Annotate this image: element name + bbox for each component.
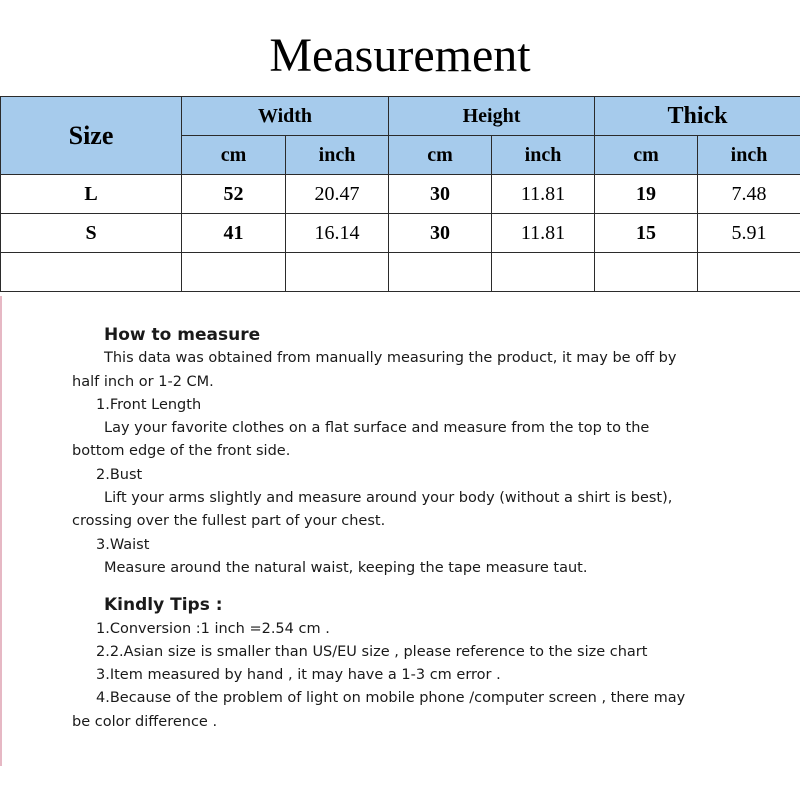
empty-cell [492,253,595,292]
unit-header: cm [182,136,286,175]
value-cell: 7.48 [698,175,800,214]
empty-cell [698,253,800,292]
left-accent-line [0,296,2,766]
value-cell: 11.81 [492,214,595,253]
tip-text: 3.Item measured by hand , it may have a 1-3 cm error . [96,667,501,684]
empty-cell [595,253,698,292]
value-cell: 20.47 [286,175,389,214]
value-cell: 30 [389,214,492,253]
size-cell: L [1,175,182,214]
empty-cell [182,253,286,292]
kindly-tips-heading: Kindly Tips : [104,595,223,616]
empty-cell [389,253,492,292]
unit-header: cm [389,136,492,175]
item-text: Measure around the natural waist, keeping the tape measure taut. [104,559,588,576]
size-cell: S [1,214,182,253]
unit-header: inch [286,136,389,175]
how-to-measure-heading: How to measure [104,325,261,345]
value-cell: 19 [595,175,698,214]
thick-header: Thick [595,97,800,136]
size-header: Size [1,97,182,175]
unit-header: inch [492,136,595,175]
value-cell: 15 [595,214,698,253]
width-header: Width [182,97,389,136]
tip-text: 2.2.Asian size is smaller than US/EU size , please reference to the size chart [96,643,648,660]
value-cell: 16.14 [286,214,389,253]
table-header-row [1,97,800,136]
height-header: Height [389,97,595,136]
item-text: Lift your arms slightly and measure around your body (without a shirt is best), [104,490,673,507]
item-text: Lay your favorite clothes on a flat surface and measure from the top to the [104,420,650,437]
size-chart-table [0,96,800,292]
value-cell: 11.81 [492,175,595,214]
table-row [1,175,800,214]
empty-cell [1,253,182,292]
item-text: bottom edge of the front side. [72,443,291,460]
tip-text: 4.Because of the problem of light on mobile phone /computer screen , there may [96,690,686,707]
unit-header: cm [595,136,698,175]
tip-text: be color difference . [72,713,218,730]
table-row [1,214,800,253]
value-cell: 5.91 [698,214,800,253]
item-title: 3.Waist [96,536,150,553]
value-cell: 41 [182,214,286,253]
intro-text: This data was obtained from manually measuring the product, it may be off by [104,350,677,367]
page-title: Measurement [269,29,531,82]
item-text: crossing over the fullest part of your chest. [72,513,386,530]
table-row-empty [1,253,800,292]
intro-text: half inch or 1-2 CM. [72,373,214,390]
unit-header: inch [698,136,800,175]
measurement-notes [72,324,792,734]
empty-cell [286,253,389,292]
item-title: 2.Bust [96,466,143,483]
item-title: 1.Front Length [96,396,202,413]
value-cell: 30 [389,175,492,214]
tip-text: 1.Conversion :1 inch =2.54 cm . [96,620,330,637]
value-cell: 52 [182,175,286,214]
